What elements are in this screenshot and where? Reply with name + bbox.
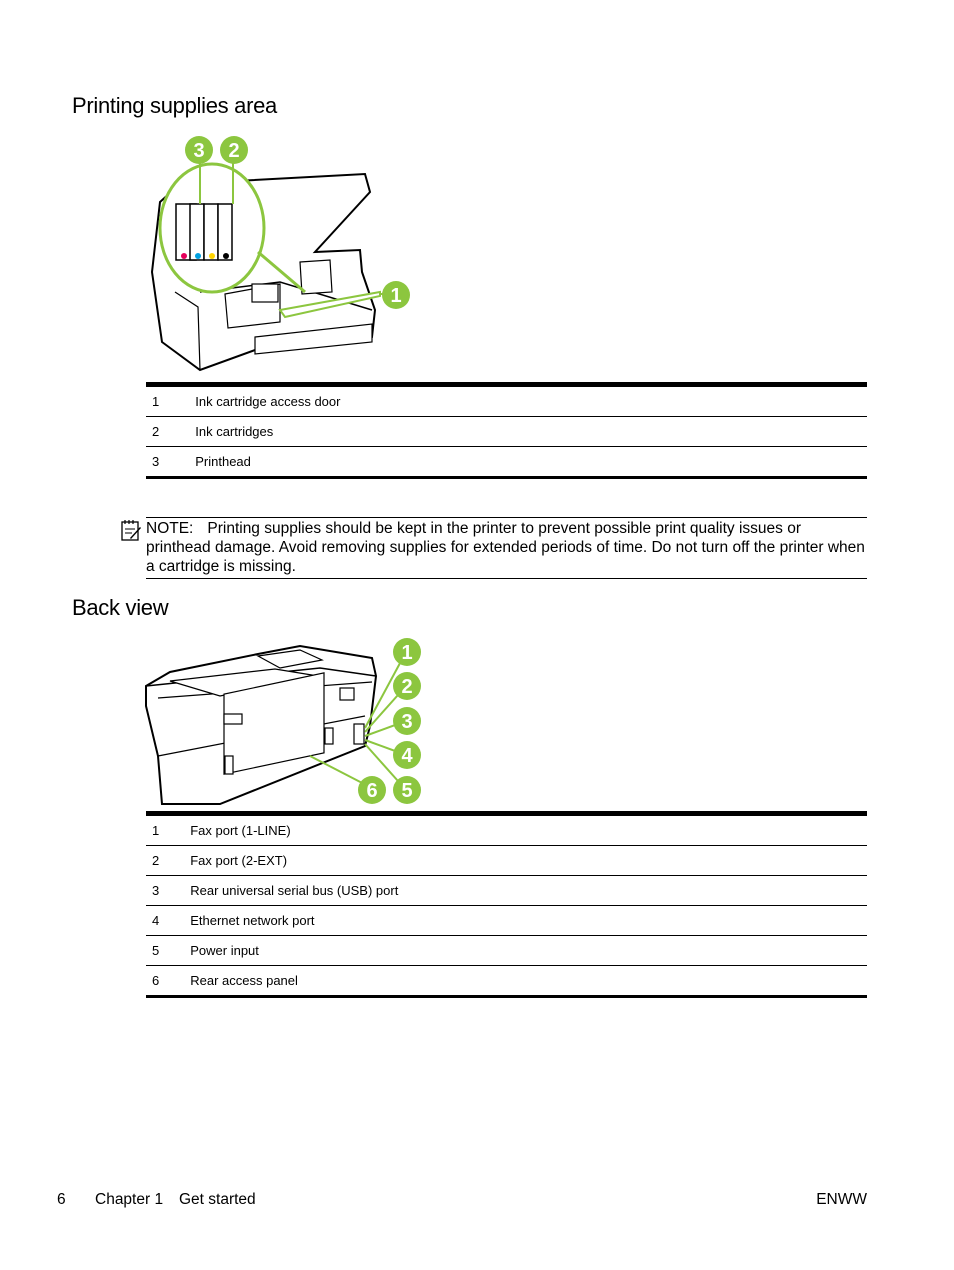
item-number: 1 — [146, 385, 159, 417]
item-number: 5 — [146, 936, 159, 966]
callout-1-label: 1 — [401, 642, 413, 664]
item-number: 2 — [146, 417, 159, 447]
table-row — [146, 876, 867, 906]
item-description: Fax port (1-LINE) — [159, 814, 867, 846]
section-title-printing-supplies: Printing supplies area — [72, 93, 277, 118]
chapter-title: Get started — [179, 1191, 256, 1208]
table-row — [146, 814, 867, 846]
item-description: Ink cartridge access door — [159, 385, 867, 417]
callout-4-label: 4 — [401, 745, 413, 767]
note-text: Printing supplies should be kept in the printer to prevent possible print quality issues or printhead damage. Avoid removing supplies for extended periods of time. Do not turn off the printer when a cartridge is missing. — [146, 520, 865, 575]
item-description: Rear access panel — [190, 973, 298, 988]
callout-3-label: 3 — [193, 140, 205, 162]
section-title-back-view: Back view — [72, 595, 169, 620]
callout-3-label: 3 — [401, 711, 413, 733]
note-box — [146, 517, 867, 579]
item-number: 6 — [152, 973, 160, 988]
callout-5 — [393, 776, 421, 804]
callout-2-label: 2 — [228, 140, 240, 162]
item-number: 3 — [146, 876, 159, 906]
callout-5-label: 5 — [401, 780, 413, 802]
printer-supplies-illustration — [140, 132, 430, 380]
table-row — [146, 447, 867, 478]
item-description: Fax port (2-EXT) — [159, 846, 867, 876]
callout-1-label: 1 — [390, 285, 402, 307]
item-number: 2 — [146, 846, 159, 876]
item-description: Printhead — [195, 454, 251, 469]
item-number: 1 — [146, 814, 159, 846]
callout-1 — [393, 638, 421, 666]
callout-4 — [393, 741, 421, 769]
item-description: Ink cartridges — [159, 417, 867, 447]
callout-2 — [220, 136, 248, 164]
callout-3 — [393, 707, 421, 735]
item-description: Rear universal serial bus (USB) port — [159, 876, 867, 906]
callout-2 — [393, 672, 421, 700]
item-description: Ethernet network port — [159, 906, 867, 936]
callout-2-label: 2 — [401, 676, 413, 698]
chapter-label: Chapter 1 — [95, 1191, 164, 1208]
note-label: NOTE: — [146, 520, 194, 537]
footer-right-label: ENWW — [816, 1191, 867, 1208]
printing-supplies-legend-table — [146, 382, 867, 479]
page-number: 6 — [57, 1191, 66, 1208]
callout-1 — [382, 281, 410, 309]
item-number: 4 — [146, 906, 159, 936]
callout-3 — [185, 136, 213, 164]
table-row — [146, 385, 867, 417]
note-icon — [120, 518, 142, 542]
printer-back-illustration — [140, 636, 430, 808]
item-number: 3 — [152, 454, 160, 469]
table-row — [146, 936, 867, 966]
table-row — [146, 846, 867, 876]
item-description: Power input — [159, 936, 867, 966]
callout-6 — [358, 776, 386, 804]
table-row — [146, 906, 867, 936]
table-row — [146, 966, 867, 997]
callout-6-label: 6 — [366, 780, 378, 802]
table-row — [146, 417, 867, 447]
back-view-legend-table — [146, 811, 867, 998]
